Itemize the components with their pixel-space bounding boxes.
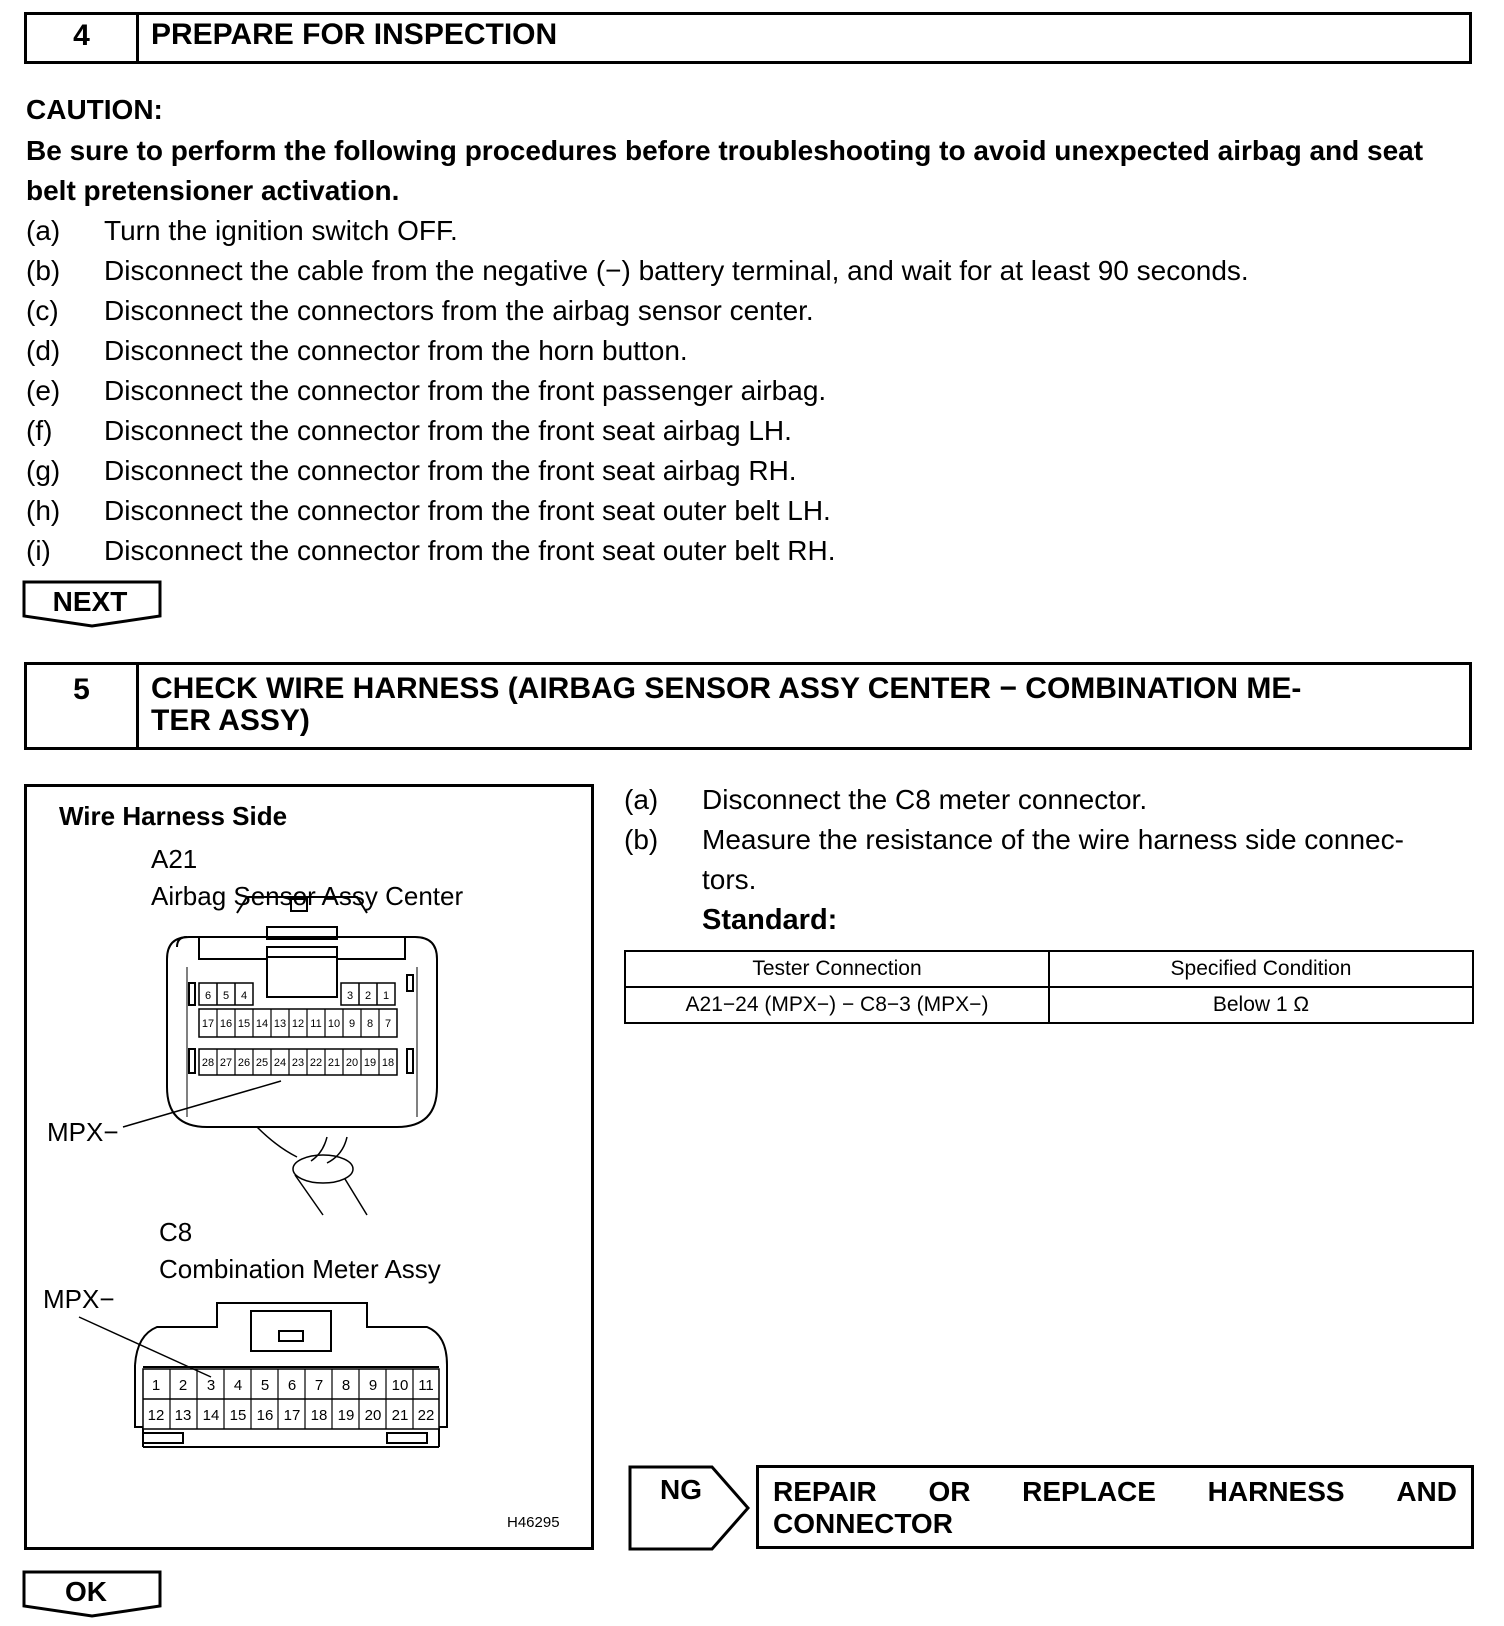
a21-pin: 12 — [291, 1018, 305, 1030]
step-5-header — [24, 662, 1472, 750]
ok-button[interactable] — [22, 1570, 164, 1620]
table-row — [625, 987, 1473, 1023]
standard-label: Standard: — [702, 904, 838, 936]
caution-text: Be sure to perform the following procedures before troubleshooting to avoid unexpected airbag and seat belt pretensioner activation. — [26, 135, 1424, 206]
c8-pin: 22 — [417, 1407, 435, 1424]
c8-pin: 14 — [202, 1407, 220, 1424]
a21-pin: 9 — [348, 1018, 356, 1030]
a21-pin: 4 — [240, 990, 248, 1002]
mpx-label-a21: MPX− — [47, 1117, 119, 1147]
figure-code: H46295 — [507, 1514, 560, 1531]
a21-pin: 19 — [363, 1057, 377, 1069]
instruction-b-text: Measure the resistance of the wire harness side connec- tors. — [702, 824, 1404, 895]
step-number: 4 — [27, 15, 139, 61]
a21-pin: 21 — [327, 1057, 341, 1069]
c8-pin: 19 — [337, 1407, 355, 1424]
step-4-header — [24, 12, 1472, 64]
step-title — [139, 665, 1469, 747]
c8-pin: 6 — [287, 1377, 297, 1394]
c8-pin: 17 — [283, 1407, 301, 1424]
a21-pin: 13 — [273, 1018, 287, 1030]
a21-pin: 2 — [364, 990, 372, 1002]
c8-pin: 2 — [178, 1377, 188, 1394]
mpx-label-c8: MPX− — [43, 1284, 115, 1314]
wiring-figure — [24, 784, 594, 1550]
a21-pin: 5 — [222, 990, 230, 1002]
a21-pin: 14 — [255, 1018, 269, 1030]
a21-pin: 25 — [255, 1057, 269, 1069]
a21-pin: 17 — [201, 1018, 215, 1030]
a21-pin: 7 — [384, 1018, 392, 1030]
a21-pin: 24 — [273, 1057, 287, 1069]
c8-pin: 12 — [147, 1407, 165, 1424]
connector-diagram — [27, 787, 591, 1547]
next-button[interactable] — [22, 580, 164, 630]
a21-pin: 26 — [237, 1057, 251, 1069]
table-cell: Below 1 Ω — [1049, 987, 1473, 1023]
table-header-row — [625, 951, 1473, 987]
c8-pin: 10 — [391, 1377, 409, 1394]
step-title-line: TER ASSY) — [151, 704, 310, 737]
column-header: Tester Connection — [625, 951, 1049, 987]
a21-pin: 28 — [201, 1057, 215, 1069]
c8-pin: 13 — [174, 1407, 192, 1424]
c8-pin: 16 — [256, 1407, 274, 1424]
connector-a21-name: Airbag Sensor Assy Center — [151, 881, 464, 911]
a21-pin: 23 — [291, 1057, 305, 1069]
a21-pin: 18 — [381, 1057, 395, 1069]
c8-pin: 3 — [206, 1377, 216, 1394]
c8-pin: 18 — [310, 1407, 328, 1424]
a21-pin: 3 — [346, 990, 354, 1002]
a21-pin: 16 — [219, 1018, 233, 1030]
c8-pin: 21 — [391, 1407, 409, 1424]
caution-heading: CAUTION: — [26, 94, 163, 125]
c8-pin: 11 — [418, 1377, 434, 1394]
a21-pin: 8 — [366, 1018, 374, 1030]
a21-pin: 1 — [382, 990, 390, 1002]
a21-pin: 11 — [310, 1018, 322, 1030]
connector-a21-id: A21 — [151, 844, 198, 874]
a21-pin: 22 — [309, 1057, 323, 1069]
a21-pin: 20 — [345, 1057, 359, 1069]
a21-pin: 27 — [219, 1057, 233, 1069]
a21-pin: 10 — [327, 1018, 341, 1030]
c8-pin: 1 — [151, 1377, 161, 1394]
connector-c8-name: Combination Meter Assy — [159, 1254, 441, 1284]
ng-result-line: CONNECTOR — [773, 1508, 953, 1539]
step-title: PREPARE FOR INSPECTION — [151, 18, 558, 51]
ok-label: OK — [65, 1576, 107, 1607]
instruction-a-text: Disconnect the C8 meter connector. — [702, 784, 1148, 815]
a21-pin: 6 — [204, 990, 212, 1002]
column-header: Specified Condition — [1049, 951, 1473, 987]
step-title-line: CHECK WIRE HARNESS (AIRBAG SENSOR ASSY CENTER − COMBINATION ME- — [151, 672, 1302, 705]
instruction-b: (b) — [624, 824, 659, 855]
standard-table — [624, 950, 1474, 1024]
table-cell: A21−24 (MPX−) − C8−3 (MPX−) — [625, 987, 1049, 1023]
figure-heading: Wire Harness Side — [59, 801, 288, 831]
c8-pin: 5 — [260, 1377, 270, 1394]
c8-pin: 9 — [368, 1377, 378, 1394]
ng-label: NG — [660, 1474, 702, 1505]
ng-result-line: REPAIR OR REPLACE HARNESS AND — [773, 1476, 1457, 1507]
c8-pin: 4 — [233, 1377, 243, 1394]
a21-pin: 15 — [237, 1018, 251, 1030]
instruction-a: (a) — [624, 784, 659, 815]
connector-c8-id: C8 — [159, 1217, 193, 1247]
c8-pin: 15 — [229, 1407, 247, 1424]
step-number: 5 — [27, 665, 139, 747]
c8-pin: 20 — [364, 1407, 382, 1424]
next-label: NEXT — [52, 586, 128, 617]
c8-pin: 7 — [314, 1377, 324, 1394]
ng-result-box — [756, 1465, 1474, 1549]
c8-pin: 8 — [341, 1377, 351, 1394]
